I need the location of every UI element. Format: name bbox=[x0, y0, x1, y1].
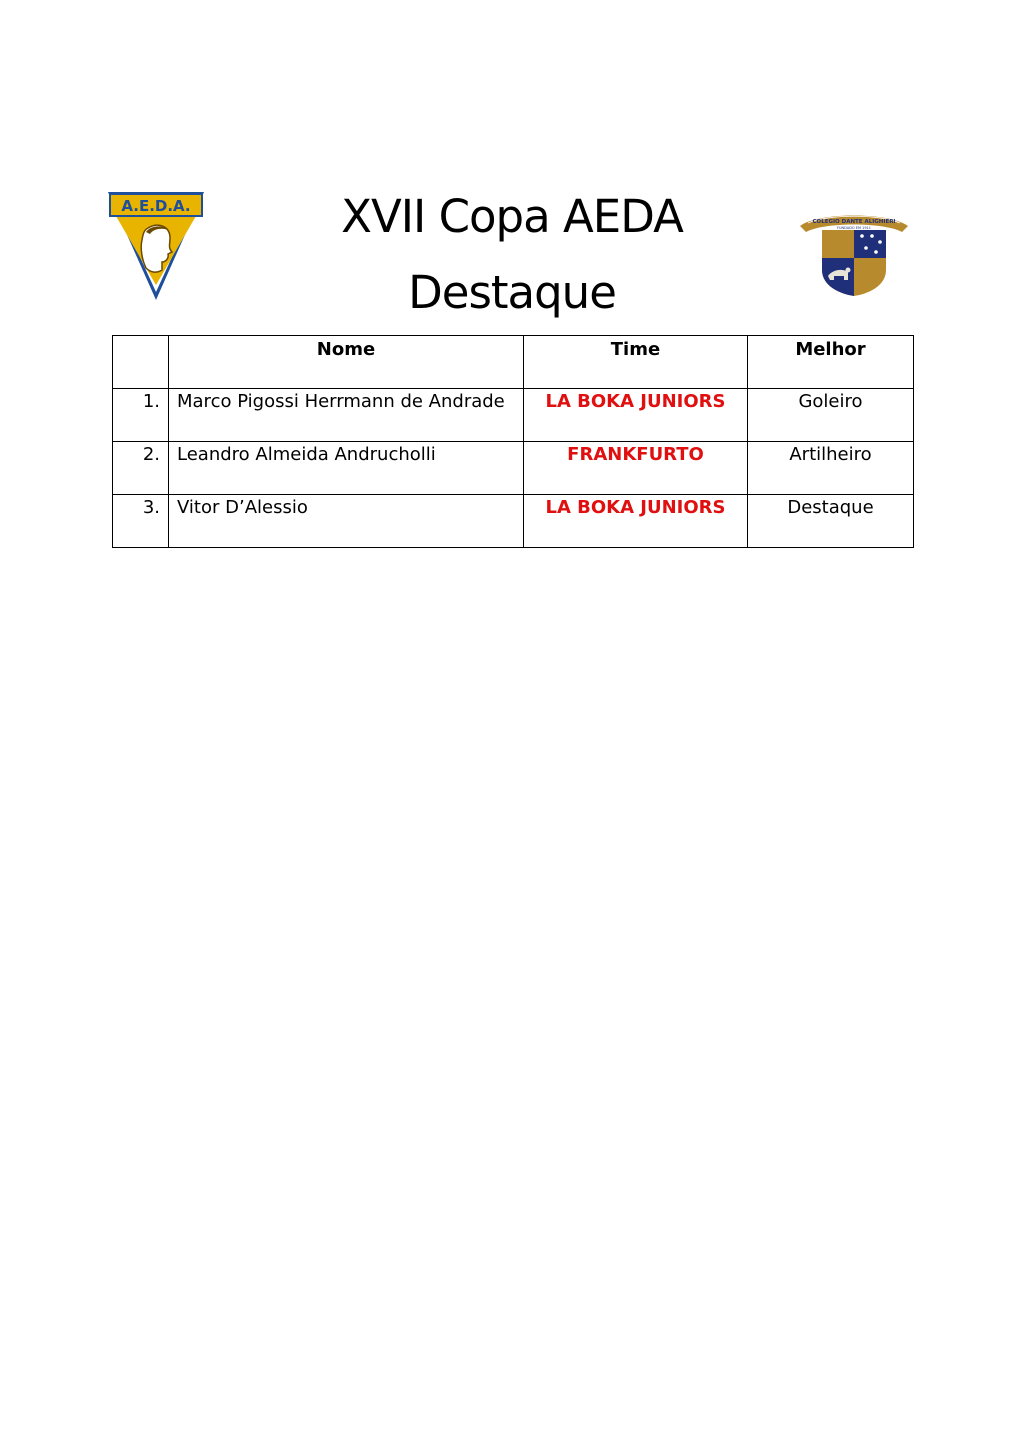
award-category: Destaque bbox=[748, 495, 914, 548]
crest-banner-text: COLEGIO DANTE ALIGHIERI bbox=[812, 219, 896, 225]
team-name: LA BOKA JUNIORS bbox=[524, 389, 748, 442]
crest-banner-subtext: FUNDADO EM 1911 bbox=[836, 226, 872, 230]
page-title: XVII Copa AEDA bbox=[341, 190, 683, 243]
team-name: FRANKFURTO bbox=[524, 442, 748, 495]
column-header-nome: Nome bbox=[169, 336, 524, 389]
award-category: Goleiro bbox=[748, 389, 914, 442]
column-header-time: Time bbox=[524, 336, 748, 389]
player-name: Leandro Almeida Andrucholli bbox=[169, 442, 524, 495]
aeda-logo bbox=[106, 190, 206, 302]
team-name: LA BOKA JUNIORS bbox=[524, 495, 748, 548]
page-subtitle: Destaque bbox=[408, 266, 616, 319]
row-index: 1. bbox=[113, 389, 169, 442]
row-index: 2. bbox=[113, 442, 169, 495]
award-category: Artilheiro bbox=[748, 442, 914, 495]
table-row bbox=[113, 442, 914, 495]
aeda-logo-text: A.E.D.A. bbox=[121, 197, 191, 215]
player-name: Marco Pigossi Herrmann de Andrade bbox=[169, 389, 524, 442]
row-index: 3. bbox=[113, 495, 169, 548]
table-header-row bbox=[113, 336, 914, 389]
table-row bbox=[113, 495, 914, 548]
awards-table bbox=[112, 335, 914, 548]
column-header-melhor: Melhor bbox=[748, 336, 914, 389]
column-header-index bbox=[113, 336, 169, 389]
dante-alighieri-crest-logo bbox=[798, 206, 910, 298]
table-row bbox=[113, 389, 914, 442]
player-name: Vitor D’Alessio bbox=[169, 495, 524, 548]
